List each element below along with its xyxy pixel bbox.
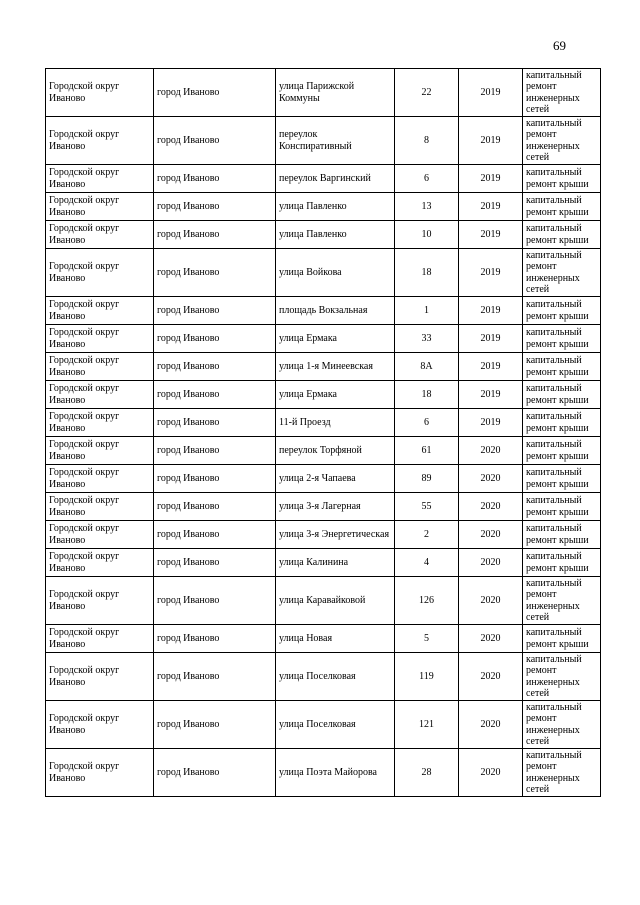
work-type-cell: капитальный ремонт инженерных сетей [523, 701, 601, 749]
work-type-cell: капитальный ремонт крыши [523, 325, 601, 353]
street-cell: улица 3-я Лагерная [276, 493, 395, 521]
table-row [46, 521, 601, 549]
table-row [46, 409, 601, 437]
year-cell: 2020 [459, 493, 523, 521]
work-type-cell: капитальный ремонт крыши [523, 165, 601, 193]
settlement-cell: город Иваново [154, 409, 276, 437]
settlement-cell: город Иваново [154, 325, 276, 353]
year-cell: 2019 [459, 221, 523, 249]
table-row [46, 117, 601, 165]
table-row [46, 437, 601, 465]
house-number-cell: 28 [395, 749, 459, 797]
work-type-cell: капитальный ремонт крыши [523, 521, 601, 549]
work-type-cell: капитальный ремонт крыши [523, 353, 601, 381]
settlement-cell: город Иваново [154, 381, 276, 409]
year-cell: 2019 [459, 325, 523, 353]
table-row [46, 69, 601, 117]
work-type-cell: капитальный ремонт инженерных сетей [523, 577, 601, 625]
street-cell: переулок Конспиративный [276, 117, 395, 165]
settlement-cell: город Иваново [154, 353, 276, 381]
table-row [46, 221, 601, 249]
work-type-cell: капитальный ремонт крыши [523, 549, 601, 577]
year-cell: 2020 [459, 549, 523, 577]
municipal-district-cell: Городской округ Иваново [46, 297, 154, 325]
municipal-district-cell: Городской округ Иваново [46, 493, 154, 521]
house-number-cell: 55 [395, 493, 459, 521]
table-row [46, 577, 601, 625]
table-row [46, 653, 601, 701]
municipal-district-cell: Городской округ Иваново [46, 249, 154, 297]
table-row [46, 193, 601, 221]
house-number-cell: 126 [395, 577, 459, 625]
settlement-cell: город Иваново [154, 749, 276, 797]
municipal-district-cell: Городской округ Иваново [46, 117, 154, 165]
table-row [46, 381, 601, 409]
street-cell: улица Ермака [276, 325, 395, 353]
house-number-cell: 89 [395, 465, 459, 493]
work-type-cell: капитальный ремонт крыши [523, 493, 601, 521]
year-cell: 2019 [459, 249, 523, 297]
street-cell: улица Калинина [276, 549, 395, 577]
settlement-cell: город Иваново [154, 653, 276, 701]
municipal-district-cell: Городской округ Иваново [46, 465, 154, 493]
house-number-cell: 8А [395, 353, 459, 381]
settlement-cell: город Иваново [154, 549, 276, 577]
street-cell: улица Новая [276, 625, 395, 653]
work-type-cell: капитальный ремонт крыши [523, 381, 601, 409]
street-cell: 11-й Проезд [276, 409, 395, 437]
year-cell: 2019 [459, 409, 523, 437]
settlement-cell: город Иваново [154, 221, 276, 249]
street-cell: переулок Торфяной [276, 437, 395, 465]
house-number-cell: 119 [395, 653, 459, 701]
municipal-district-cell: Городской округ Иваново [46, 577, 154, 625]
house-number-cell: 22 [395, 69, 459, 117]
work-type-cell: капитальный ремонт инженерных сетей [523, 117, 601, 165]
street-cell: улица Поселковая [276, 653, 395, 701]
settlement-cell: город Иваново [154, 437, 276, 465]
house-number-cell: 121 [395, 701, 459, 749]
house-number-cell: 8 [395, 117, 459, 165]
municipal-district-cell: Городской округ Иваново [46, 749, 154, 797]
year-cell: 2020 [459, 437, 523, 465]
work-type-cell: капитальный ремонт инженерных сетей [523, 249, 601, 297]
year-cell: 2020 [459, 701, 523, 749]
work-type-cell: капитальный ремонт крыши [523, 193, 601, 221]
settlement-cell: город Иваново [154, 577, 276, 625]
house-number-cell: 5 [395, 625, 459, 653]
street-cell: переулок Варгинский [276, 165, 395, 193]
settlement-cell: город Иваново [154, 249, 276, 297]
municipal-district-cell: Городской округ Иваново [46, 625, 154, 653]
street-cell: улица 2-я Чапаева [276, 465, 395, 493]
street-cell: улица Парижской Коммуны [276, 69, 395, 117]
house-number-cell: 18 [395, 381, 459, 409]
municipal-district-cell: Городской округ Иваново [46, 69, 154, 117]
municipal-district-cell: Городской округ Иваново [46, 165, 154, 193]
street-cell: улица Павленко [276, 221, 395, 249]
table-row [46, 165, 601, 193]
street-cell: улица Павленко [276, 193, 395, 221]
year-cell: 2020 [459, 625, 523, 653]
year-cell: 2020 [459, 465, 523, 493]
settlement-cell: город Иваново [154, 493, 276, 521]
table-row [46, 749, 601, 797]
work-type-cell: капитальный ремонт инженерных сетей [523, 749, 601, 797]
settlement-cell: город Иваново [154, 165, 276, 193]
repair-registry-table [45, 68, 601, 797]
settlement-cell: город Иваново [154, 117, 276, 165]
street-cell: улица Поэта Майорова [276, 749, 395, 797]
year-cell: 2020 [459, 577, 523, 625]
table-row [46, 353, 601, 381]
settlement-cell: город Иваново [154, 193, 276, 221]
settlement-cell: город Иваново [154, 521, 276, 549]
settlement-cell: город Иваново [154, 701, 276, 749]
work-type-cell: капитальный ремонт крыши [523, 465, 601, 493]
page-number: 69 [553, 38, 566, 53]
house-number-cell: 61 [395, 437, 459, 465]
work-type-cell: капитальный ремонт инженерных сетей [523, 653, 601, 701]
year-cell: 2019 [459, 165, 523, 193]
house-number-cell: 10 [395, 221, 459, 249]
year-cell: 2020 [459, 521, 523, 549]
settlement-cell: город Иваново [154, 625, 276, 653]
municipal-district-cell: Городской округ Иваново [46, 701, 154, 749]
work-type-cell: капитальный ремонт крыши [523, 221, 601, 249]
work-type-cell: капитальный ремонт крыши [523, 625, 601, 653]
year-cell: 2019 [459, 381, 523, 409]
municipal-district-cell: Городской округ Иваново [46, 521, 154, 549]
year-cell: 2020 [459, 653, 523, 701]
year-cell: 2020 [459, 749, 523, 797]
work-type-cell: капитальный ремонт крыши [523, 409, 601, 437]
street-cell: улица 1-я Минеевская [276, 353, 395, 381]
table-row [46, 493, 601, 521]
street-cell: улица Каравайковой [276, 577, 395, 625]
house-number-cell: 18 [395, 249, 459, 297]
table-row [46, 325, 601, 353]
year-cell: 2019 [459, 193, 523, 221]
year-cell: 2019 [459, 297, 523, 325]
house-number-cell: 13 [395, 193, 459, 221]
house-number-cell: 33 [395, 325, 459, 353]
settlement-cell: город Иваново [154, 69, 276, 117]
house-number-cell: 6 [395, 409, 459, 437]
work-type-cell: капитальный ремонт крыши [523, 297, 601, 325]
table-row [46, 701, 601, 749]
street-cell: улица Поселковая [276, 701, 395, 749]
work-type-cell: капитальный ремонт крыши [523, 437, 601, 465]
table-row [46, 625, 601, 653]
table-row [46, 549, 601, 577]
municipal-district-cell: Городской округ Иваново [46, 409, 154, 437]
settlement-cell: город Иваново [154, 465, 276, 493]
street-cell: улица Войкова [276, 249, 395, 297]
municipal-district-cell: Городской округ Иваново [46, 653, 154, 701]
municipal-district-cell: Городской округ Иваново [46, 381, 154, 409]
municipal-district-cell: Городской округ Иваново [46, 353, 154, 381]
house-number-cell: 4 [395, 549, 459, 577]
table-row [46, 249, 601, 297]
house-number-cell: 1 [395, 297, 459, 325]
municipal-district-cell: Городской округ Иваново [46, 437, 154, 465]
settlement-cell: город Иваново [154, 297, 276, 325]
street-cell: улица 3-я Энергетическая [276, 521, 395, 549]
table-body [46, 69, 601, 797]
year-cell: 2019 [459, 117, 523, 165]
street-cell: площадь Вокзальная [276, 297, 395, 325]
table-row [46, 297, 601, 325]
year-cell: 2019 [459, 69, 523, 117]
municipal-district-cell: Городской округ Иваново [46, 221, 154, 249]
year-cell: 2019 [459, 353, 523, 381]
municipal-district-cell: Городской округ Иваново [46, 549, 154, 577]
municipal-district-cell: Городской округ Иваново [46, 325, 154, 353]
work-type-cell: капитальный ремонт инженерных сетей [523, 69, 601, 117]
house-number-cell: 6 [395, 165, 459, 193]
street-cell: улица Ермака [276, 381, 395, 409]
municipal-district-cell: Городской округ Иваново [46, 193, 154, 221]
house-number-cell: 2 [395, 521, 459, 549]
table-row [46, 465, 601, 493]
